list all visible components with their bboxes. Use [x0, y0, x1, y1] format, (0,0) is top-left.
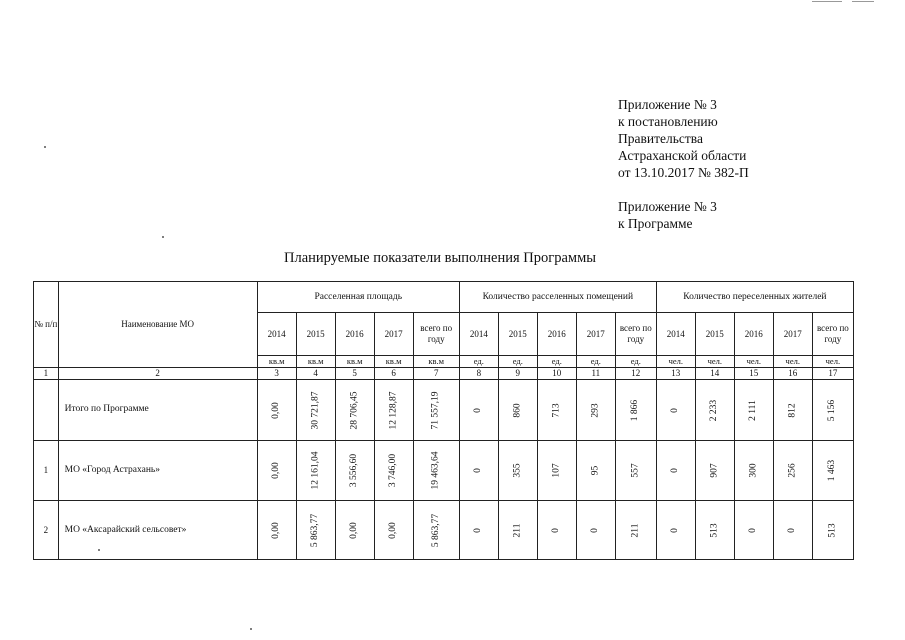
group-header-premises: Количество расселенных помещений: [459, 282, 656, 313]
index-cell: 5: [335, 367, 374, 379]
year-total-header: всего по году: [615, 313, 656, 355]
year-header: 2014: [656, 313, 695, 355]
index-cell: 17: [812, 367, 853, 379]
index-cell: 11: [576, 367, 615, 379]
year-header: 2014: [257, 313, 296, 355]
unit-cell: чел.: [812, 355, 853, 367]
value-cell: 513: [827, 523, 838, 538]
annex-line-date: от 13.10.2017 № 382-П: [618, 165, 749, 180]
scan-line: [852, 1, 874, 2]
year-header: 2016: [335, 313, 374, 355]
value-cell: 0,00: [271, 462, 282, 480]
value-cell: 0,00: [271, 522, 282, 539]
group-header-residents: Количество переселенных жителей: [656, 282, 853, 313]
table-row: [34, 380, 854, 441]
value-cell: 0: [670, 407, 681, 413]
value-cell: 557: [630, 463, 641, 479]
value-cell: 107: [551, 463, 562, 479]
scan-line: [812, 1, 842, 2]
index-cell: 15: [734, 367, 773, 379]
value-cell: 5 863,77: [310, 514, 321, 548]
document-title: Планируемые показатели выполнения Программы: [284, 250, 596, 266]
col-name-header: Наименование МО: [58, 282, 257, 368]
value-cell: 5 863,77: [430, 514, 441, 548]
value-cell: 0,00: [349, 522, 360, 539]
table-row: [34, 440, 854, 501]
value-cell: 95: [590, 466, 601, 476]
annex-line: к постановлению: [618, 114, 718, 129]
row-num: [34, 380, 59, 441]
group-header-area: Расселенная площадь: [257, 282, 459, 313]
unit-cell: ед.: [537, 355, 576, 367]
col-num-header: № п/п: [34, 282, 59, 368]
value-cell: 300: [748, 463, 759, 479]
value-cell: 256: [787, 463, 798, 479]
value-cell: 1 463: [827, 460, 838, 482]
value-cell: 5 156: [827, 399, 838, 422]
program-annex-line: Приложение № 3: [618, 199, 717, 214]
scan-speck: [162, 236, 164, 238]
index-cell: 3: [257, 367, 296, 379]
unit-cell: чел.: [695, 355, 734, 367]
value-cell: 211: [630, 523, 641, 538]
unit-cell: чел.: [773, 355, 812, 367]
table-row: [34, 501, 854, 560]
unit-cell: ед.: [615, 355, 656, 367]
unit-cell: кв.м: [335, 355, 374, 367]
index-cell: 13: [656, 367, 695, 379]
scan-speck: [250, 628, 252, 630]
value-cell: 0: [670, 528, 681, 534]
year-header: 2016: [537, 313, 576, 355]
value-cell: 2 111: [748, 400, 759, 421]
value-cell: 0,00: [271, 402, 282, 419]
year-header: 2017: [773, 313, 812, 355]
index-cell: 4: [296, 367, 335, 379]
value-cell: 0: [590, 528, 601, 534]
unit-cell: ед.: [498, 355, 537, 367]
year-header: 2015: [695, 313, 734, 355]
year-header: 2014: [459, 313, 498, 355]
index-cell: 8: [459, 367, 498, 379]
index-cell: 7: [413, 367, 459, 379]
value-cell: 3 746,00: [388, 454, 399, 488]
value-cell: 28 706,45: [349, 391, 360, 430]
annex-line: Астраханской области: [618, 148, 747, 163]
value-cell: 0: [670, 468, 681, 474]
year-header: 2016: [734, 313, 773, 355]
row-name: Итого по Программе: [58, 380, 257, 441]
row-name: МО «Город Астрахань»: [58, 440, 257, 501]
row-num: 1: [34, 440, 59, 501]
value-cell: 0,00: [388, 522, 399, 539]
value-cell: 12 128,87: [388, 391, 399, 430]
row-num: 2: [34, 501, 59, 560]
value-cell: 30 721,87: [310, 391, 321, 430]
value-cell: 355: [512, 463, 523, 479]
value-cell: 860: [512, 403, 523, 418]
index-cell: 1: [34, 367, 59, 379]
value-cell: 71 557,19: [430, 391, 441, 430]
value-cell: 0: [473, 407, 484, 413]
value-cell: 812: [787, 403, 798, 418]
value-cell: 293: [590, 403, 601, 418]
index-cell: 2: [58, 367, 257, 379]
scan-speck: [44, 146, 46, 148]
year-header: 2017: [374, 313, 413, 355]
value-cell: 2 233: [709, 399, 720, 422]
value-cell: 0: [748, 528, 759, 534]
value-cell: 3 556,60: [349, 454, 360, 488]
index-cell: 9: [498, 367, 537, 379]
value-cell: 513: [709, 523, 720, 538]
value-cell: 0: [473, 468, 484, 474]
unit-cell: кв.м: [413, 355, 459, 367]
unit-cell: кв.м: [374, 355, 413, 367]
row-name: МО «Аксарайский сельсовет»: [58, 501, 257, 560]
unit-cell: кв.м: [296, 355, 335, 367]
program-annex-line: к Программе: [618, 216, 693, 231]
year-header: 2015: [296, 313, 335, 355]
year-header: 2015: [498, 313, 537, 355]
index-cell: 16: [773, 367, 812, 379]
index-cell: 14: [695, 367, 734, 379]
value-cell: 0: [551, 528, 562, 534]
year-total-header: всего по году: [812, 313, 853, 355]
value-cell: 0: [473, 528, 484, 534]
value-cell: 0: [787, 528, 798, 534]
unit-cell: чел.: [734, 355, 773, 367]
unit-cell: ед.: [459, 355, 498, 367]
value-cell: 211: [512, 523, 523, 538]
unit-cell: чел.: [656, 355, 695, 367]
annex-line: Правительства: [618, 131, 703, 146]
year-header: 2017: [576, 313, 615, 355]
index-cell: 12: [615, 367, 656, 379]
value-cell: 12 161,04: [310, 451, 321, 490]
unit-cell: ед.: [576, 355, 615, 367]
unit-cell: кв.м: [257, 355, 296, 367]
value-cell: 907: [709, 463, 720, 479]
value-cell: 1 866: [630, 399, 641, 422]
index-cell: 10: [537, 367, 576, 379]
indicators-table: [33, 281, 854, 560]
annex-header: [618, 96, 749, 232]
annex-line: Приложение № 3: [618, 97, 717, 112]
index-cell: 6: [374, 367, 413, 379]
value-cell: 713: [551, 403, 562, 418]
value-cell: 19 463,64: [430, 451, 441, 490]
year-total-header: всего по году: [413, 313, 459, 355]
